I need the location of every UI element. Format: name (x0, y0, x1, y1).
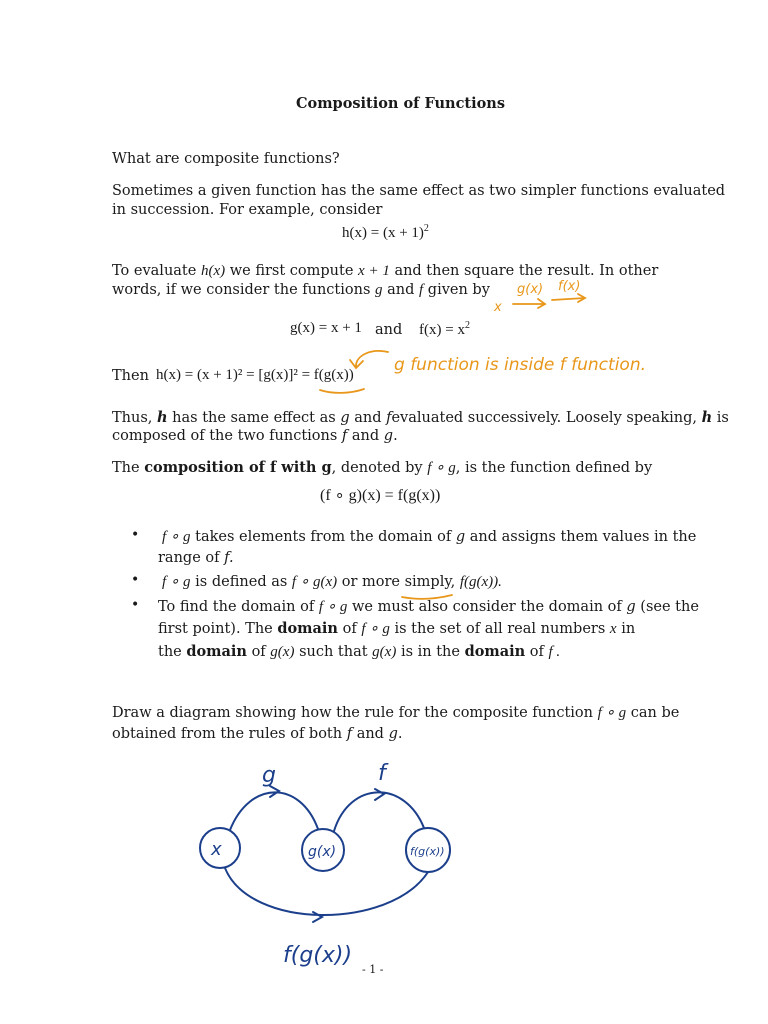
equation-f-exponent: 2 (464, 320, 470, 331)
diagram-label-f: f (378, 761, 386, 786)
p3-g: g (375, 282, 383, 298)
node-x-label: x (211, 839, 222, 860)
then-word: Then (112, 368, 149, 384)
draw-text-a: Draw a diagram showing how the rule for the composite function (112, 705, 593, 721)
equation-and: and (375, 322, 403, 338)
arc-f-arrowhead (375, 789, 384, 800)
equation-h-exponent: 2 (423, 223, 429, 234)
bullet-dot-2: • (131, 572, 140, 588)
def-text-c: , is the function defined by (455, 460, 653, 476)
equation-g: g(x) = x + 1 (290, 320, 362, 336)
b1-fog: f ∘ g (162, 529, 191, 545)
draw-fog: f ∘ g (597, 705, 627, 721)
p4-h: h (157, 409, 168, 426)
page-number: - 1 - (362, 963, 384, 976)
def-the: The (112, 460, 140, 476)
p3-text-b: given by (427, 282, 490, 298)
p4-f2: f (341, 428, 348, 444)
draw-text-b: can be (630, 705, 680, 721)
page-title: Composition of Functions (296, 95, 505, 112)
p2-text-c: and then square the result. In other (394, 263, 659, 279)
paragraph-1-line-1: Sometimes a given function has the same effect as two simpler functions evaluated (112, 183, 726, 199)
p4-h2: h (701, 409, 713, 426)
p4-text-line2: composed of the two functions (112, 428, 338, 444)
equation-definition: (f ∘ g)(x) = f(g(x)) (320, 487, 441, 504)
p4-dot: . (393, 428, 398, 444)
b3-is-in-the: is in the (400, 644, 460, 660)
p4-g2: g (383, 428, 394, 444)
b3-text-line2: is the set of all real numbers (394, 621, 606, 637)
p3-text-a: words, if we consider the functions (112, 282, 371, 298)
diagram-label-g: g (262, 763, 276, 788)
b1-range-of: range of (158, 550, 220, 566)
p4-text-b: has the same effect as (172, 410, 336, 426)
annotation-x: x (494, 300, 502, 315)
b3-in: in (621, 621, 636, 637)
arc-bottom (225, 868, 428, 915)
p2-x-plus-1: x + 1 (358, 263, 390, 279)
annotation-note: g function is inside f function. (394, 355, 646, 375)
p3-f: f (419, 282, 424, 298)
b3-x: x (609, 621, 617, 637)
def-fog: f ∘ g (427, 460, 456, 476)
draw-f: f (346, 726, 353, 742)
b3-text-a: To find the domain of (158, 599, 315, 615)
paragraph-1-line-2: in succession. For example, consider (112, 202, 383, 218)
b3-text-b: we must also consider the domain of (352, 599, 622, 615)
equation-then: h(x) = (x + 1)² = [g(x)]² = f(g(x)) (156, 367, 354, 383)
p4-f: f (386, 410, 392, 426)
p2-text-b: we first compute (229, 263, 354, 279)
b3-fog2: f ∘ g (361, 621, 390, 637)
b3-of2: of (251, 644, 266, 660)
b3-text-c: (see the (640, 599, 699, 615)
b3-fog: f ∘ g (318, 599, 348, 615)
b2-text-b: or more simply, (341, 574, 456, 590)
b1-text: takes elements from the domain of (195, 529, 452, 545)
node-fgx-label: f(g(x)) (410, 845, 445, 858)
draw-g: g (388, 726, 398, 742)
equation-f-text: f(x) = x (419, 322, 465, 338)
b3-domain3: domain (464, 643, 526, 660)
arc-g (230, 792, 318, 830)
p4-is: is (716, 410, 729, 426)
b3-gx: g(x) (270, 644, 295, 660)
annotation-gx: g(x) (517, 282, 544, 297)
draw-dot: . (397, 726, 403, 742)
p2-hx: h(x) (200, 263, 226, 279)
def-text-b: , denoted by (331, 460, 423, 476)
draw-text-line2: obtained from the rules of both (112, 726, 343, 742)
b3-such-that: such that (299, 644, 368, 660)
b3-the: the (158, 644, 182, 660)
node-gx-label: g(x) (308, 844, 337, 860)
annotation-fx: f(x) (558, 279, 581, 294)
p3-and: and (387, 282, 415, 298)
p4-and: and (354, 410, 382, 426)
b3-domain2: domain (186, 643, 247, 660)
b2-fog: f ∘ g (162, 574, 191, 590)
b1-f: f. (224, 550, 234, 566)
b1-text-b: and assigns them values in the (469, 529, 697, 545)
p4-thus: Thus, (112, 410, 153, 426)
b3-of: of (342, 621, 357, 637)
b3-first-point: first point). The (158, 621, 273, 637)
def-bold-phrase: composition of f with g (144, 459, 332, 476)
b2-expr: f ∘ g(x) (291, 574, 338, 590)
b3-f: f . (548, 644, 561, 660)
draw-and: and (356, 726, 384, 742)
diagram-bottom-label: f(g(x)) (283, 943, 353, 968)
b1-g: g (455, 529, 466, 545)
b3-of3: of (529, 644, 544, 660)
arc-bottom-arrowhead (313, 912, 322, 922)
p4-and2: and (351, 428, 380, 444)
p4-g: g (340, 410, 350, 426)
b2-text-a: is defined as (195, 574, 288, 590)
bullet-dot-3: • (131, 597, 140, 613)
b3-g: g (626, 599, 636, 615)
p2-text-a: To evaluate (112, 263, 197, 279)
b3-domain: domain (277, 620, 338, 637)
bullet-dot-1: • (131, 527, 140, 543)
question-heading: What are composite functions? (112, 151, 340, 167)
equation-h-text: h(x) = (x + 1) (342, 225, 424, 241)
p4-text-c: evaluated successively. Loosely speaking, (391, 410, 697, 426)
b2-expr2: f(g(x)). (459, 574, 502, 590)
b3-gx2: g(x) (372, 644, 397, 660)
